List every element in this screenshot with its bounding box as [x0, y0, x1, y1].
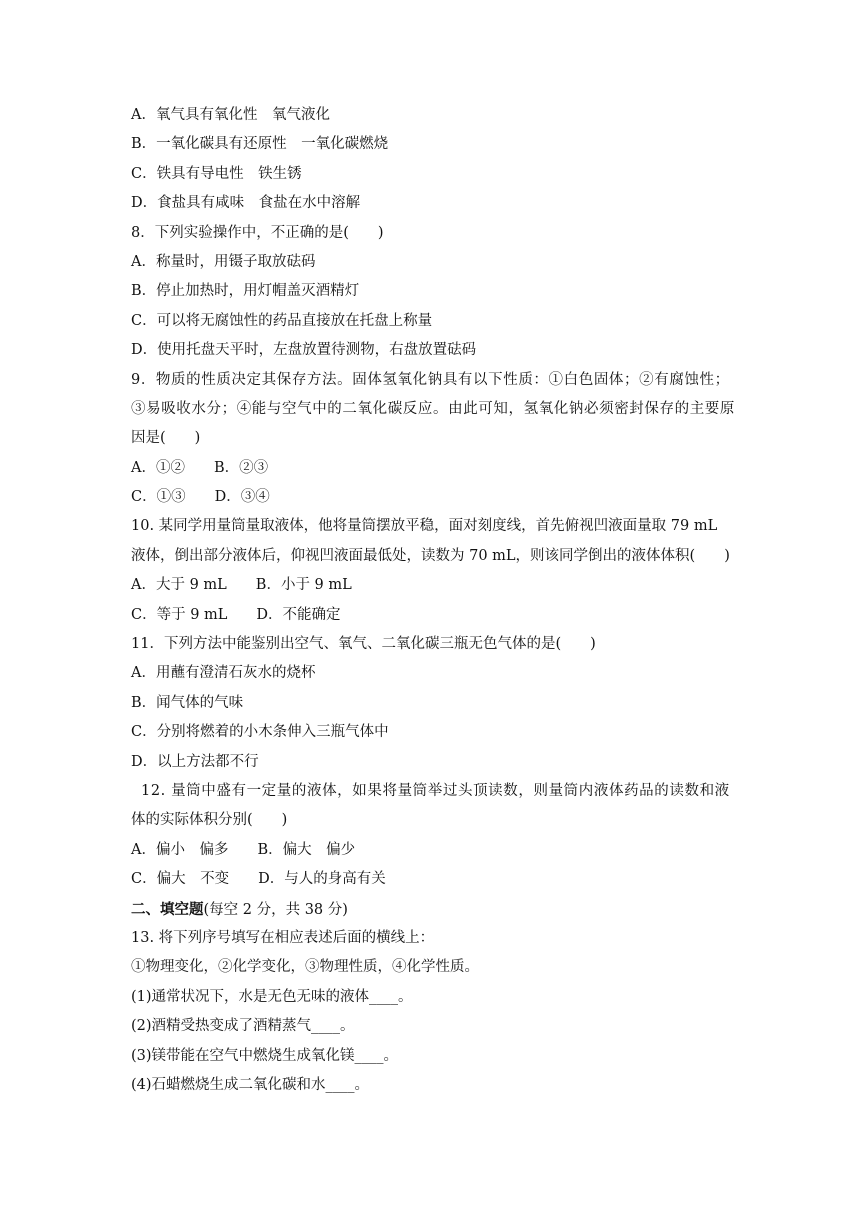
q8-option-d: D．使用托盘天平时，左盘放置待测物，右盘放置砝码: [131, 342, 477, 359]
q7-option-b: B．一氧化碳具有还原性 一氧化碳燃烧: [131, 136, 389, 153]
q10-stem-line-2: 液体，倒出部分液体后，仰视凹液面最低处，读数为 70 mL，则该同学倒出的液体体积( ): [131, 547, 730, 564]
q8-option-b: B．停止加热时，用灯帽盖灭酒精灯: [131, 283, 360, 300]
q8-option-a: A．称量时，用镊子取放砝码: [131, 253, 316, 270]
q13-item-1: (1)通常状况下，水是无色无味的液体____。: [131, 988, 413, 1005]
q12-options-row-1: A．偏小 偏多 B．偏大 偏少: [131, 841, 356, 858]
q13-item-3: (3)镁带能在空气中燃烧生成氧化镁____。: [131, 1047, 399, 1064]
section-heading: [131, 895, 741, 924]
q11-option-d: D．以上方法都不行: [131, 753, 259, 770]
q13-item-2: (2)酒精受热变成了酒精蒸气____。: [131, 1018, 355, 1035]
document-content: [131, 101, 741, 1100]
q11-option-a: A．用蘸有澄清石灰水的烧杯: [131, 665, 316, 682]
q11-option-b: B．闻气体的气味: [131, 694, 244, 711]
q13-choices: ①物理变化，②化学变化，③物理性质，④化学性质。: [131, 959, 479, 976]
q13-stem: 13. 将下列序号填写在相应表述后面的横线上：: [131, 929, 435, 946]
q7-option-c: C．铁具有导电性 铁生锈: [131, 165, 302, 182]
q7-option-a: A．氧气具有氧化性 氧气液化: [131, 107, 330, 123]
q10-options-row-1: A．大于 9 mL B．小于 9 mL: [131, 577, 352, 594]
q8-option-c: C．可以将无腐蚀性的药品直接放在托盘上称量: [131, 312, 433, 329]
q9-options-row-2: C．①③ D．③④: [131, 489, 270, 506]
q10-options-row-2: C．等于 9 mL D．不能确定: [131, 606, 341, 623]
q11-option-c: C．分别将燃着的小木条伸入三瓶气体中: [131, 724, 389, 741]
q9-options-row-1: A．①② B．②③: [131, 459, 269, 476]
section-title: 二、填空题: [131, 900, 204, 918]
q9-stem-line-2: ③易吸收水分；④能与空气中的二氧化碳反应。由此可知，氢氧化钠必须密封保存的主要原: [131, 400, 735, 417]
q8-stem: 8．下列实验操作中，不正确的是( ): [131, 224, 384, 241]
q12-options-row-2: C．偏大 不变 D．与人的身高有关: [131, 871, 386, 888]
section-score-note: (每空 2 分，共 38 分): [203, 901, 348, 918]
q11-stem: 11．下列方法中能鉴别出空气、氧气、二氧化碳三瓶无色气体的是( ): [131, 636, 596, 653]
q12-stem-line-2: 体的实际体积分别( ): [131, 812, 288, 829]
q9-stem-line-1: 9．物质的性质决定其保存方法。固体氢氧化钠具有以下性质：①白色固体；②有腐蚀性；: [131, 371, 730, 388]
q12-stem-line-1: 12. 量筒中盛有一定量的液体，如果将量筒举过头顶读数，则量筒内液体药品的读数和液: [141, 782, 730, 799]
q9-stem-line-3: 因是( ): [131, 430, 201, 447]
q7-option-d: D．食盐具有咸味 食盐在水中溶解: [131, 195, 361, 212]
q10-stem-line-1: 10. 某同学用量筒量取液体，他将量筒摆放平稳，面对刻度线，首先俯视凹液面量取 79 mL: [131, 518, 718, 535]
q13-item-4: (4)石蜡燃烧生成二氧化碳和水____。: [131, 1076, 370, 1093]
